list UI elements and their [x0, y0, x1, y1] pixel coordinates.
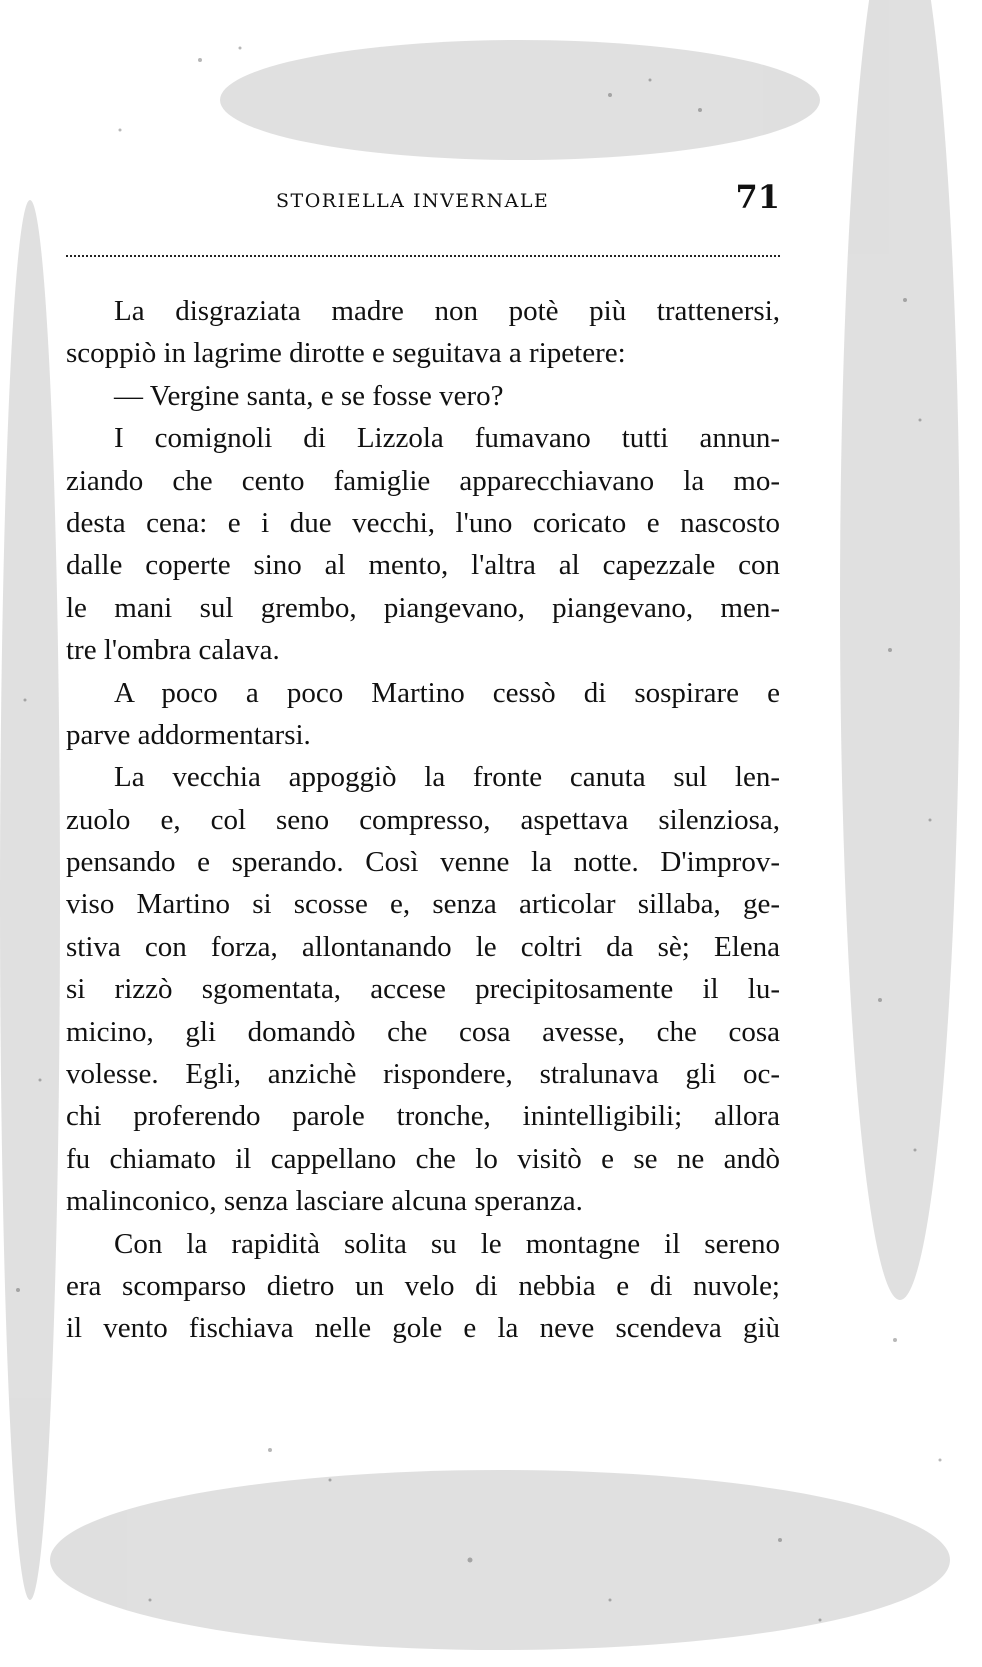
body-text: [66, 290, 780, 1350]
text-line: dalle coperte sino al mento, l'altra al capezzale con: [66, 549, 780, 582]
text-line: stiva con forza, allontanando le coltri da sè; Elena: [66, 930, 780, 963]
text-line: scoppiò in lagrime dirotte e seguitava a ripetere:: [66, 337, 626, 370]
text-line: pensando e sperando. Così venne la notte. D'improv-: [66, 846, 780, 879]
text-line: I comignoli di Lizzola fumavano tutti annun-: [114, 422, 780, 455]
running-head: [66, 178, 780, 222]
text-line: La vecchia appoggiò la fronte canuta sul len-: [114, 761, 780, 794]
text-line: viso Martino si scosse e, senza articolar sillaba, ge-: [66, 888, 780, 921]
text-line: il vento fischiava nelle gole e la neve scendeva giù: [66, 1312, 780, 1345]
text-line: le mani sul grembo, piangevano, piangevano, men-: [66, 591, 780, 624]
text-line: tre l'ombra calava.: [66, 634, 280, 667]
text-line: Con la rapidità solita su le montagne il sereno: [114, 1227, 780, 1260]
text-line: si rizzò sgomentata, accese precipitosamente il lu-: [66, 973, 780, 1006]
paragraph: [66, 375, 780, 417]
page-number: 71: [735, 178, 780, 216]
paragraph: [66, 1223, 780, 1350]
paragraph: [66, 756, 780, 1222]
text-line: malinconico, senza lasciare alcuna speranza.: [66, 1185, 583, 1218]
running-title: STORIELLA INVERNALE: [276, 190, 550, 212]
text-line: ziando che cento famiglie apparecchiavano la mo-: [66, 464, 780, 497]
text-line: — Vergine santa, e se fosse vero?: [114, 379, 504, 412]
text-line: chi proferendo parole tronche, inintelligibili; allora: [66, 1100, 780, 1133]
text-line: La disgraziata madre non potè più trattenersi,: [114, 295, 780, 327]
paragraph: [66, 672, 780, 757]
text-line: desta cena: e i due vecchi, l'uno coricato e nascosto: [66, 506, 780, 539]
header-dotted-rule: [66, 255, 780, 257]
paragraph: [66, 290, 780, 375]
paragraph: [66, 417, 780, 671]
text-line: fu chiamato il cappellano che lo visitò e se ne andò: [66, 1142, 780, 1175]
text-line: zuolo e, col seno compresso, aspettava silenziosa,: [66, 803, 780, 836]
text-line: micino, gli domandò che cosa avesse, che cosa: [66, 1015, 780, 1048]
text-line: volesse. Egli, anzichè rispondere, stralunava gli oc-: [66, 1058, 780, 1091]
text-line: era scomparso dietro un velo di nebbia e di nuvole;: [66, 1269, 780, 1302]
text-line: parve addormentarsi.: [66, 718, 311, 751]
text-line: A poco a poco Martino cessò di sospirare e: [114, 676, 780, 709]
